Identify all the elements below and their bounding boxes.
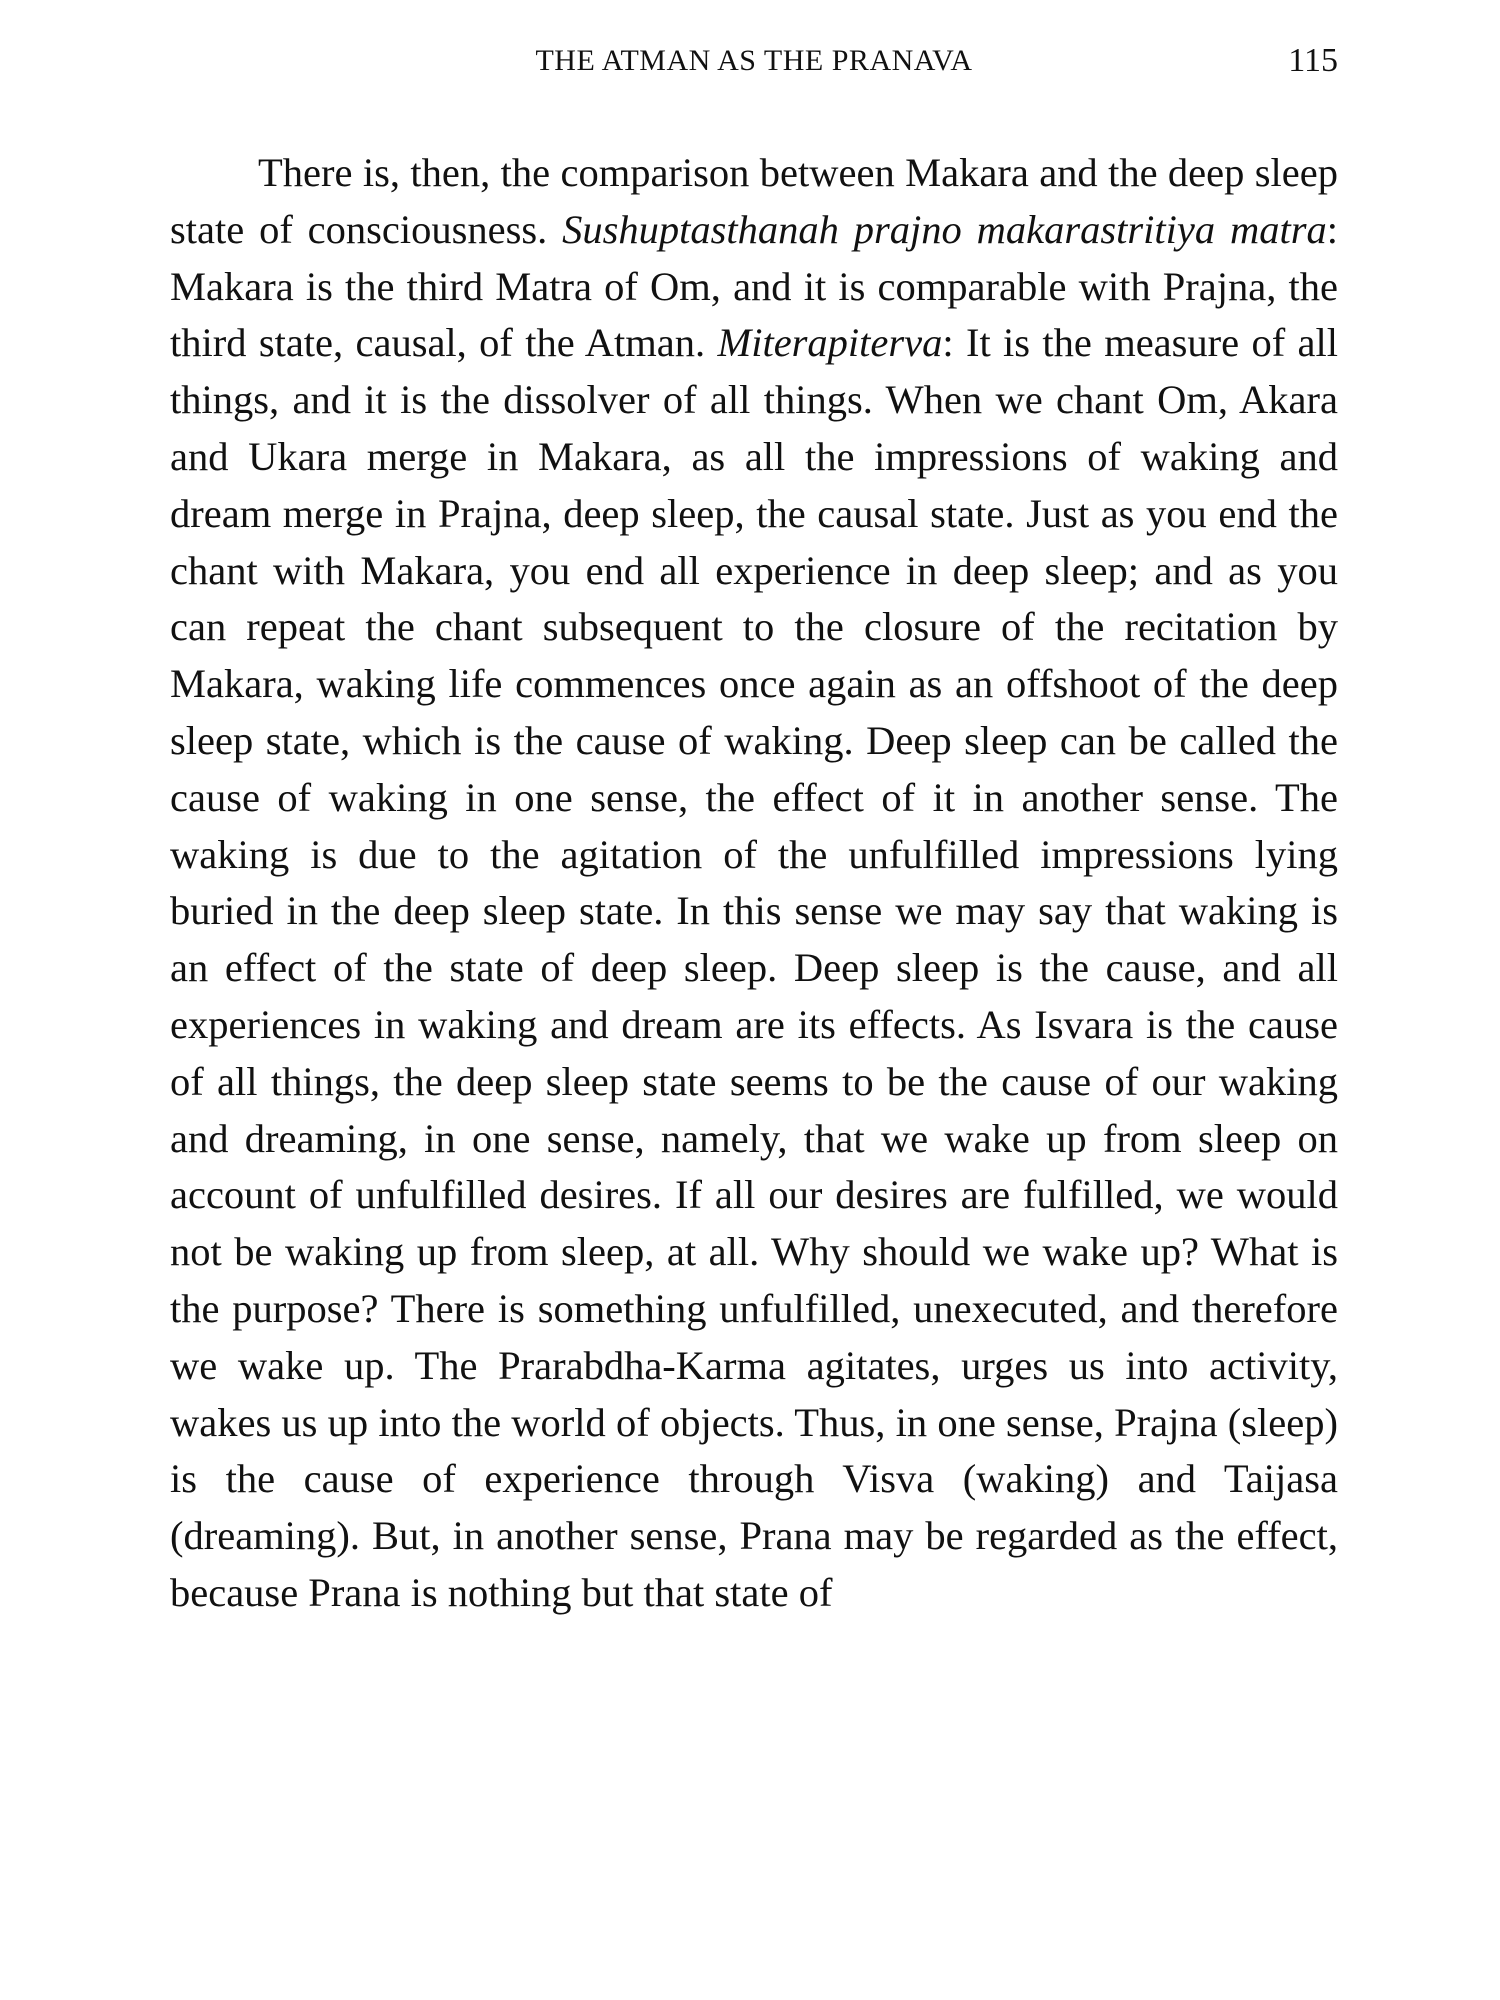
paragraph <box>170 145 1338 1622</box>
text-run: : Makara is the third Matra of Om, and it is comparable with Prajna, the third state, causal, of the Atman. <box>170 206 1338 366</box>
text-run: : It is the measure of all things, and it is the dissolver of all things. When we chant Om, Akara and Ukara merge in Makara, as all the impressions of waking and dream merge in Prajna, deep sleep, the causal state. Just as you end the chant with Makara, you end all experience in deep sleep; and as you can repeat the chant subsequent to the closure of the recitation by Makara, waking life commences once again as an offshoot of the deep sleep state, which is the cause of waking. Deep sleep can be called the cause of waking in one sense, the effect of it in another sense. The waking is due to the agitation of the unfulfilled impressions lying buried in the deep sleep state. In this sense we may say that waking is an effect of the state of deep sleep. Deep sleep is the cause, and all experiences in waking and dream are its effects. As Isvara is the cause of all things, the deep sleep state seems to be the cause of our waking and dreaming, in one sense, namely, that we wake up from sleep on account of unfulfilled desires. If all our desires are fulfilled, we would not be waking up from sleep, at all. Why should we wake up? What is the purpose? There is something unfulfilled, unexecuted, and therefore we wake up. The Prarabdha-Karma agitates, urges us into activity, wakes us up into the world of objects. Thus, in one sense, Prajna (sleep) is the cause of experience through Visva (waking) and Taijasa (dreaming). But, in another sense, Prana may be regarded as the effect, because Prana is nothing but that state of <box>170 320 1338 1615</box>
running-header <box>170 42 1338 82</box>
text-run: There is, then, the comparison between Makara and the deep sleep state of consciousness. <box>170 150 1338 252</box>
sanskrit-quote: Sushuptasthanah prajno makarastritiya matra <box>562 206 1327 252</box>
page-number: 115 <box>1288 42 1338 79</box>
sanskrit-quote: Miterapiterva <box>717 320 943 366</box>
running-title: THE ATMAN AS THE PRANAVA <box>535 44 973 77</box>
body-text <box>170 145 1338 1622</box>
